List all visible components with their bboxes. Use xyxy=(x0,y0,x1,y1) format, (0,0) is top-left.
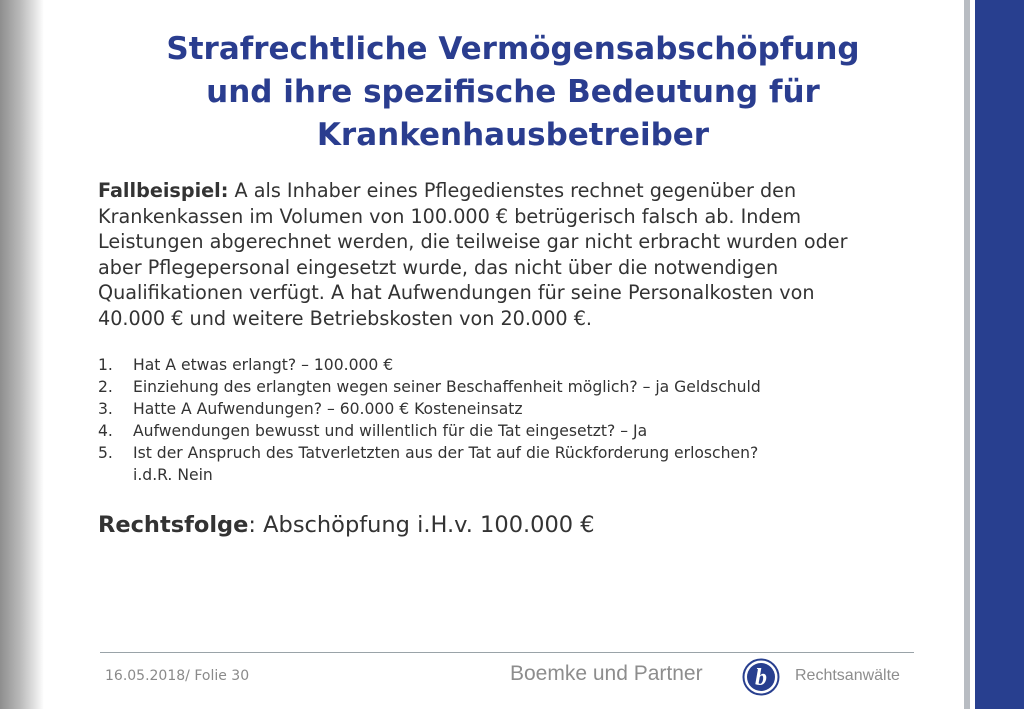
firm-logo-icon xyxy=(742,658,780,696)
step-number: 4. xyxy=(98,422,113,440)
case-line: 40.000 € und weitere Betriebskosten von 20.000 €. xyxy=(98,306,593,330)
step-line: Ist der Anspruch des Tatverletzten aus der Tat auf die Rückforderung erloschen? xyxy=(133,444,759,462)
step-text xyxy=(133,376,938,398)
step-number: 3. xyxy=(98,400,113,418)
step-text xyxy=(133,420,938,442)
result-text: : Abschöpfung i.H.v. 100.000 € xyxy=(248,512,595,538)
slide-title xyxy=(80,28,946,157)
footer-divider xyxy=(100,652,914,653)
logo-letter: b xyxy=(755,665,767,691)
footer-firm-suffix: Rechtsanwälte xyxy=(795,667,900,684)
step-line: Aufwendungen bewusst und willentlich für die Tat eingesetzt? – Ja xyxy=(133,422,648,440)
case-line: Qualifikationen verfügt. A hat Aufwendungen für seine Personalkosten von xyxy=(98,281,815,304)
step-line: i.d.R. Nein xyxy=(133,466,213,484)
case-line: Krankenkassen im Volumen von 100.000 € betrügerisch falsch ab. Indem xyxy=(98,204,802,228)
right-accent-band xyxy=(975,0,1024,709)
step-line: Hat A etwas erlangt? – 100.000 € xyxy=(133,356,394,374)
case-label: Fallbeispiel: xyxy=(98,179,229,202)
left-edge-shading xyxy=(0,0,44,709)
step-number: 1. xyxy=(98,356,113,374)
list-item xyxy=(98,442,938,486)
case-line: aber Pflegepersonal eingesetzt wurde, das nicht über die notwendigen xyxy=(98,255,779,279)
step-number: 2. xyxy=(98,378,113,396)
step-line: Einziehung des erlangten wegen seiner Beschaffenheit möglich? – ja Geldschuld xyxy=(133,378,761,396)
step-number: 5. xyxy=(98,444,113,462)
case-line: A als Inhaber eines Pflegedienstes rechnet gegenüber den xyxy=(228,179,797,202)
list-item xyxy=(98,398,938,420)
step-line: Hatte A Aufwendungen? – 60.000 € Kosteneinsatz xyxy=(133,400,523,418)
step-text xyxy=(133,442,938,486)
list-item xyxy=(98,420,938,442)
footer-firm-name: Boemke und Partner xyxy=(510,662,703,685)
assessment-steps-list xyxy=(98,354,938,486)
list-item xyxy=(98,376,938,398)
case-example-paragraph xyxy=(98,178,938,331)
result-label: Rechtsfolge xyxy=(98,512,249,538)
title-line: und ihre spezifische Bedeutung für xyxy=(206,74,820,110)
step-text xyxy=(133,398,938,420)
title-line: Krankenhausbetreiber xyxy=(316,117,710,153)
title-line: Strafrechtliche Vermögensabschöpfung xyxy=(166,31,860,67)
case-line: Leistungen abgerechnet werden, die teilweise gar nicht erbracht wurden oder xyxy=(98,230,848,253)
step-text xyxy=(133,354,938,376)
legal-consequence xyxy=(98,510,595,540)
list-item xyxy=(98,354,938,376)
footer-date-folio: 16.05.2018/ Folie 30 xyxy=(105,668,250,684)
